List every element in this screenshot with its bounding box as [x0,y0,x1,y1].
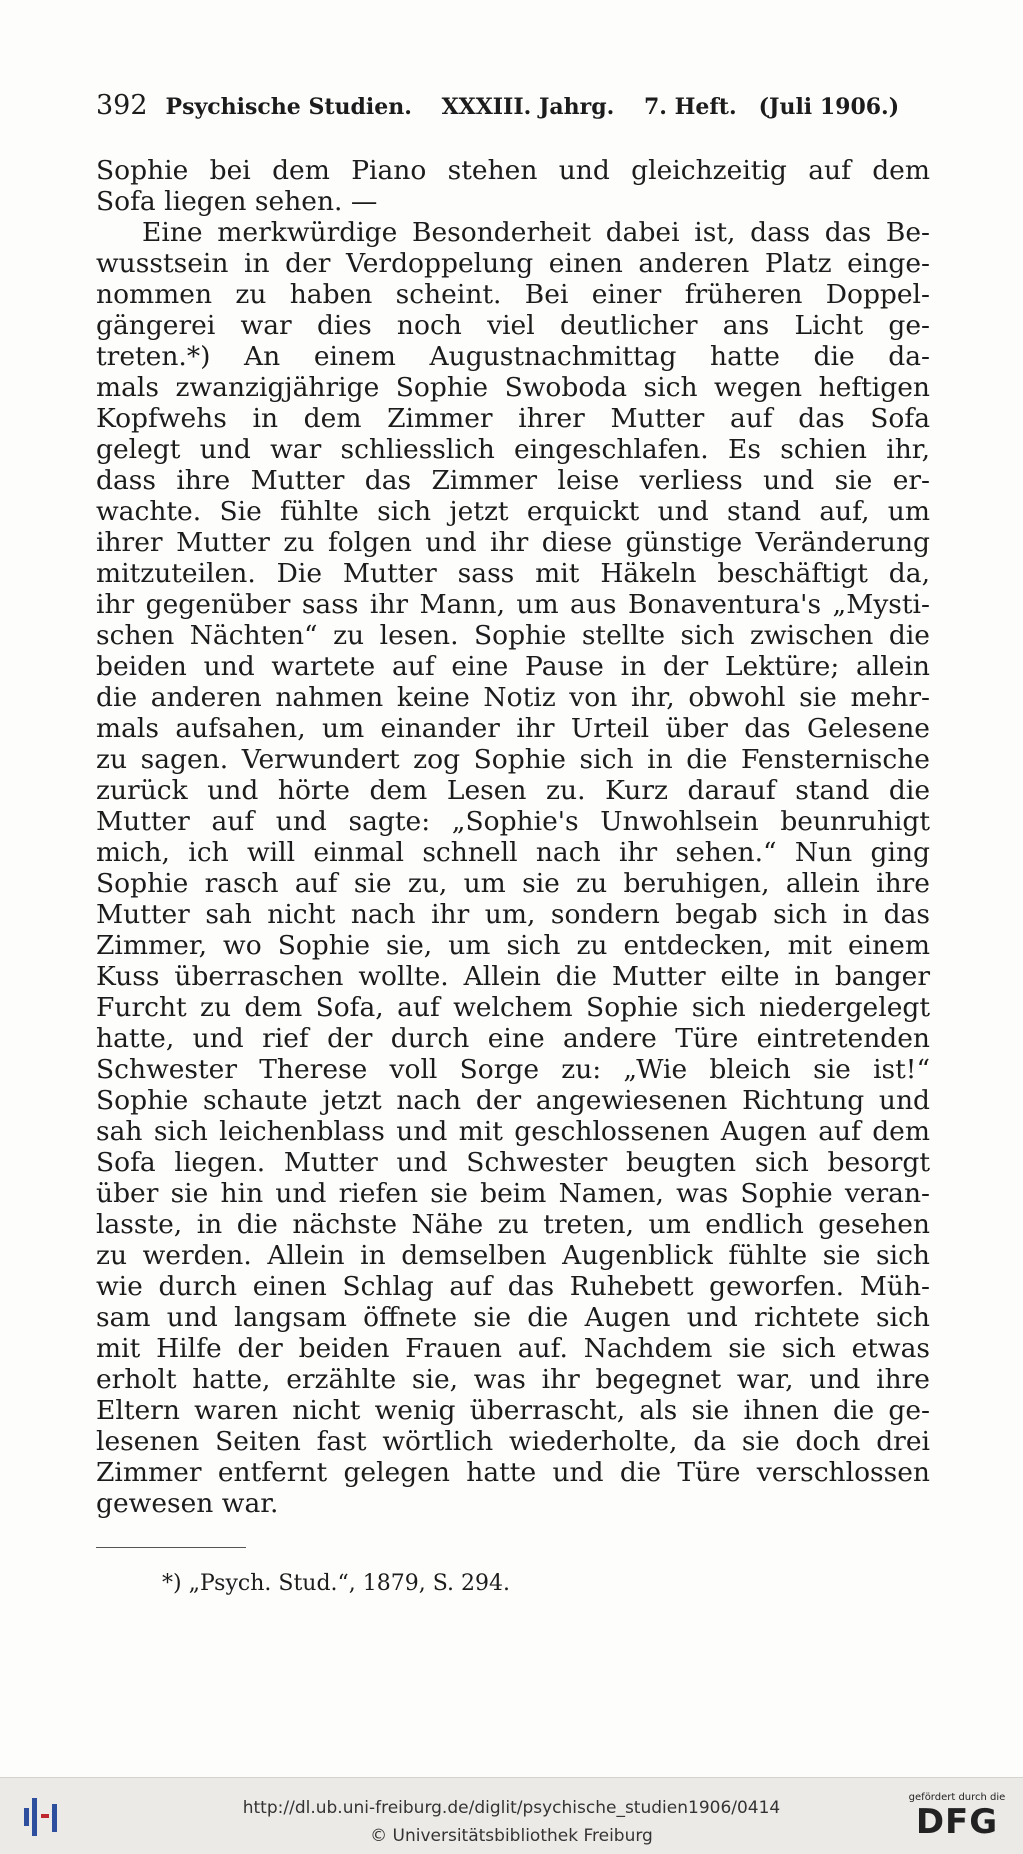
text-line: Mutter auf und sagte: „Sophie's Unwohlsein beunruhigt [96,806,930,837]
issue-date: (Juli 1906.) [758,94,900,120]
text-line: lesenen Seiten fast wörtlich wiederholte, da sie doch drei [96,1426,930,1457]
page-number: 392 [96,90,148,121]
text-line: Sophie rasch auf sie zu, um sie zu beruhigen, allein ihre [96,868,930,899]
text-line: Sofa liegen. Mutter und Schwester beugten sich besorgt [96,1147,930,1178]
text-line: beiden und wartete auf eine Pause in der Lektüre; allein [96,651,930,682]
text-line: Kopfwehs in dem Zimmer ihrer Mutter auf das Sofa [96,403,930,434]
text-line: wie durch einen Schlag auf das Ruhebett geworfen. Müh- [96,1271,930,1302]
text-line: gewesen war. [96,1488,279,1519]
text-line: Mutter sah nicht nach ihr um, sondern begab sich in das [96,899,930,930]
text-line: Zimmer, wo Sophie sie, um sich zu entdecken, mit einem [96,930,930,961]
text-line: zu sagen. Verwundert zog Sophie sich in die Fensternische [96,744,930,775]
text-line: wusstsein in der Verdoppelung einen anderen Platz einge- [96,248,930,279]
text-line: gängerei war dies noch viel deutlicher ans Licht ge- [96,310,930,341]
text-line: treten.*) An einem Augustnachmittag hatte die da- [96,341,930,372]
text-line: hatte, und rief der durch eine andere Türe eintretenden [96,1023,930,1054]
running-header [96,90,900,130]
text-line: mich, ich will einmal schnell nach ihr sehen.“ Nun ging [96,837,930,868]
viewer-footer [0,1777,1023,1854]
text-line: Sophie schaute jetzt nach der angewiesenen Richtung und [96,1085,930,1116]
text-line: mals aufsahen, um einander ihr Urteil über das Gelesene [96,713,930,744]
text-line: nommen zu haben scheint. Bei einer früheren Doppel- [96,279,930,310]
text-line: sah sich leichenblass und mit geschlossenen Augen auf dem [96,1116,930,1147]
journal-name: Psychische Studien. [165,94,412,120]
text-line: Sofa liegen sehen. — [96,186,378,217]
text-line: zu werden. Allein in demselben Augenblick fühlte sie sich [96,1240,930,1271]
dfg-tagline: gefördert durch die [908,1792,1006,1803]
text-line: mitzuteilen. Die Mutter sass mit Häkeln beschäftigt da, [96,558,930,589]
volume-label: XXXIII. Jahrg. [441,94,615,120]
text-line: über sie hin und riefen sie beim Namen, was Sophie veran- [96,1178,930,1209]
text-line: mals zwanzigjährige Sophie Swoboda sich wegen heftigen [96,372,930,403]
text-line: wachte. Sie fühlte sich jetzt erquickt und stand auf, um [96,496,930,527]
text-line: ihr gegenüber sass ihr Mann, um aus Bonaventura's „Mysti- [96,589,930,620]
text-line: zurück und hörte dem Lesen zu. Kurz darauf stand die [96,775,930,806]
text-line: mit Hilfe der beiden Frauen auf. Nachdem sie sich etwas [96,1333,930,1364]
text-line: erholt hatte, erzählte sie, was ihr begegnet war, und ihre [96,1364,930,1395]
issue-label: 7. Heft. [643,94,737,120]
footnote: *) „Psych. Stud.“, 1879, S. 294. [162,1571,511,1596]
text-line: Sophie bei dem Piano stehen und gleichzeitig auf dem [96,155,930,186]
dfg-wordmark: DFG [915,1802,999,1842]
text-line: Zimmer entfernt gelegen hatte und die Türe verschlossen [96,1457,930,1488]
source-url-link[interactable]: http://dl.ub.uni-freiburg.de/diglit/psychische_studien1906/0414 [242,1798,781,1818]
text-line: sam und langsam öffnete sie die Augen und richtete sich [96,1302,930,1333]
text-line: die anderen nahmen keine Notiz von ihr, obwohl sie mehr- [96,682,930,713]
text-line: schen Nächten“ zu lesen. Sophie stellte sich zwischen die [96,620,930,651]
text-line: Kuss überraschen wollte. Allein die Mutter eilte in banger [96,961,930,992]
text-line: Eltern waren nicht wenig überrascht, als sie ihnen die ge- [96,1395,930,1426]
dfg-logo [902,1792,1012,1850]
text-line: Eine merkwürdige Besonderheit dabei ist, dass das Be- [142,217,930,248]
text-line: dass ihre Mutter das Zimmer leise verliess und sie er- [96,465,930,496]
body-text [96,155,930,1519]
running-title [166,94,759,120]
copyright-notice: © Universitätsbibliothek Freiburg [370,1826,653,1846]
footnote-rule [96,1547,246,1548]
text-line: ihrer Mutter zu folgen und ihr diese günstige Veränderung [96,527,930,558]
text-line: Furcht zu dem Sofa, auf welchem Sophie sich niedergelegt [96,992,930,1023]
text-line: lasste, in die nächste Nähe zu treten, um endlich gesehen [96,1209,930,1240]
text-line: gelegt und war schliesslich eingeschlafen. Es schien ihr, [96,434,930,465]
text-line: Schwester Therese voll Sorge zu: „Wie bleich sie ist!“ [96,1054,930,1085]
